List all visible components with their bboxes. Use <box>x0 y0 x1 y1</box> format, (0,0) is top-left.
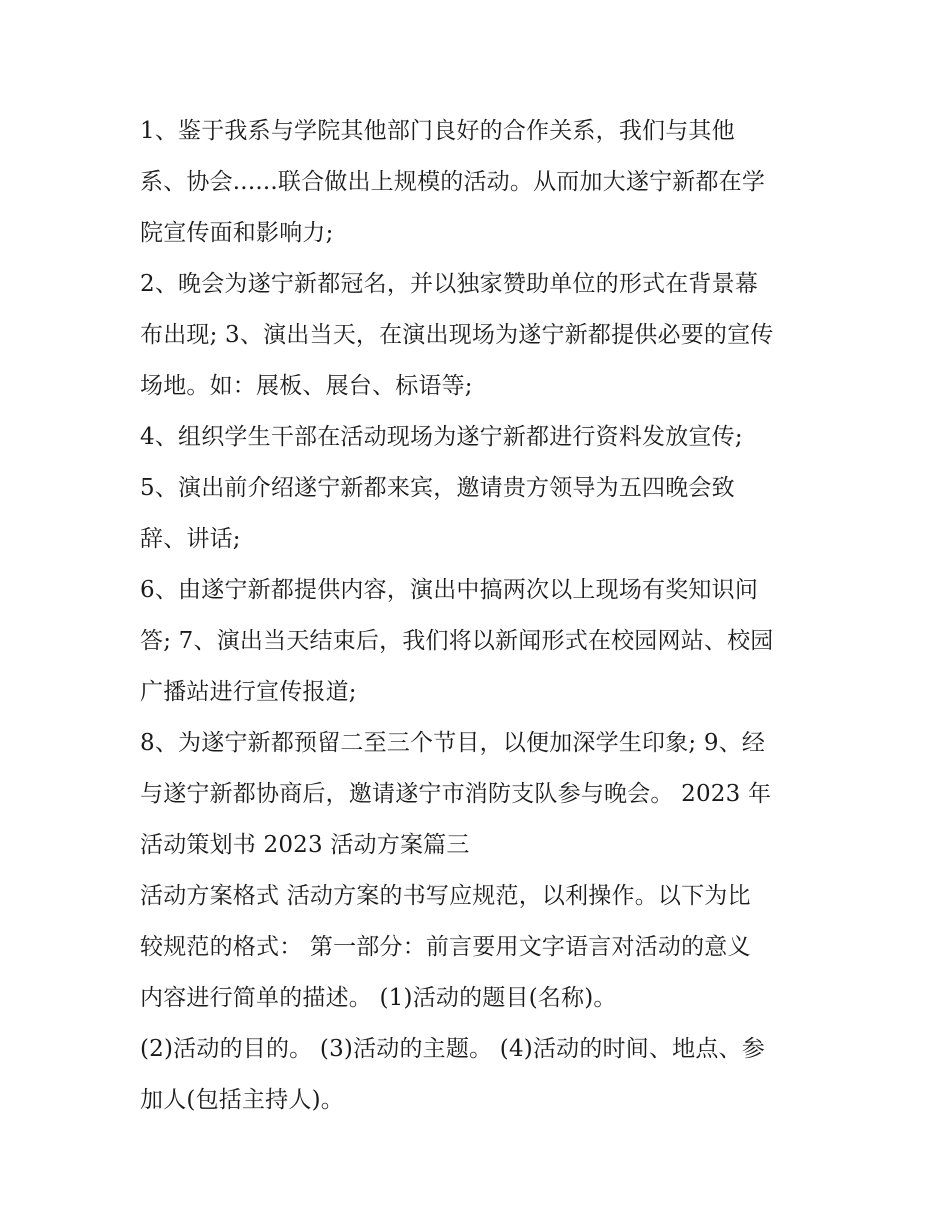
text-line: 内容进行简单的描述。 (1)活动的题目(名称)。 <box>140 985 617 1011</box>
text-line: (2)活动的目的。 (3)活动的主题。 (4)活动的时间、地点、参 <box>140 1036 765 1062</box>
text-line: 5、演出前介绍遂宁新都来宾，邀请贵方领导为五四晚会致 <box>140 475 735 501</box>
text-line: 活动方案格式 活动方案的书写应规范，以利操作。以下为比 <box>140 883 751 909</box>
text-line: 4、组织学生干部在活动现场为遂宁新都进行资料发放宣传; <box>140 424 743 450</box>
text-line: 与遂宁新都协商后，邀请遂宁市消防支队参与晚会。 2023 年 <box>140 781 772 807</box>
text-line: 布出现; 3、演出当天，在演出现场为遂宁新都提供必要的宣传 <box>140 322 774 348</box>
text-line: 答; 7、演出当天结束后，我们将以新闻形式在校园网站、校园 <box>140 628 774 654</box>
document-body <box>140 106 820 1126</box>
text-line: 8、为遂宁新都预留二至三个节目，以便加深学生印象; 9、经 <box>140 730 766 756</box>
text-line: 2、晚会为遂宁新都冠名，并以独家赞助单位的形式在背景幕 <box>140 271 759 297</box>
text-line: 系、协会......联合做出上规模的活动。从而加大遂宁新都在学 <box>140 169 766 195</box>
text-line: 院宣传面和影响力; <box>140 220 334 246</box>
text-line: 场地。如：展板、展台、标语等; <box>140 373 473 399</box>
text-line: 广播站进行宣传报道; <box>140 679 357 705</box>
text-line: 活动策划书 2023 活动方案篇三 <box>140 832 470 858</box>
text-line: 辞、讲话; <box>140 526 241 552</box>
text-line: 6、由遂宁新都提供内容，演出中搞两次以上现场有奖知识问 <box>140 577 759 603</box>
text-line: 1、鉴于我系与学院其他部门良好的合作关系，我们与其他 <box>140 118 735 144</box>
text-line: 较规范的格式： 第一部分：前言要用文字语言对活动的意义 <box>140 934 751 960</box>
text-line: 加人(包括主持人)。 <box>140 1087 344 1113</box>
